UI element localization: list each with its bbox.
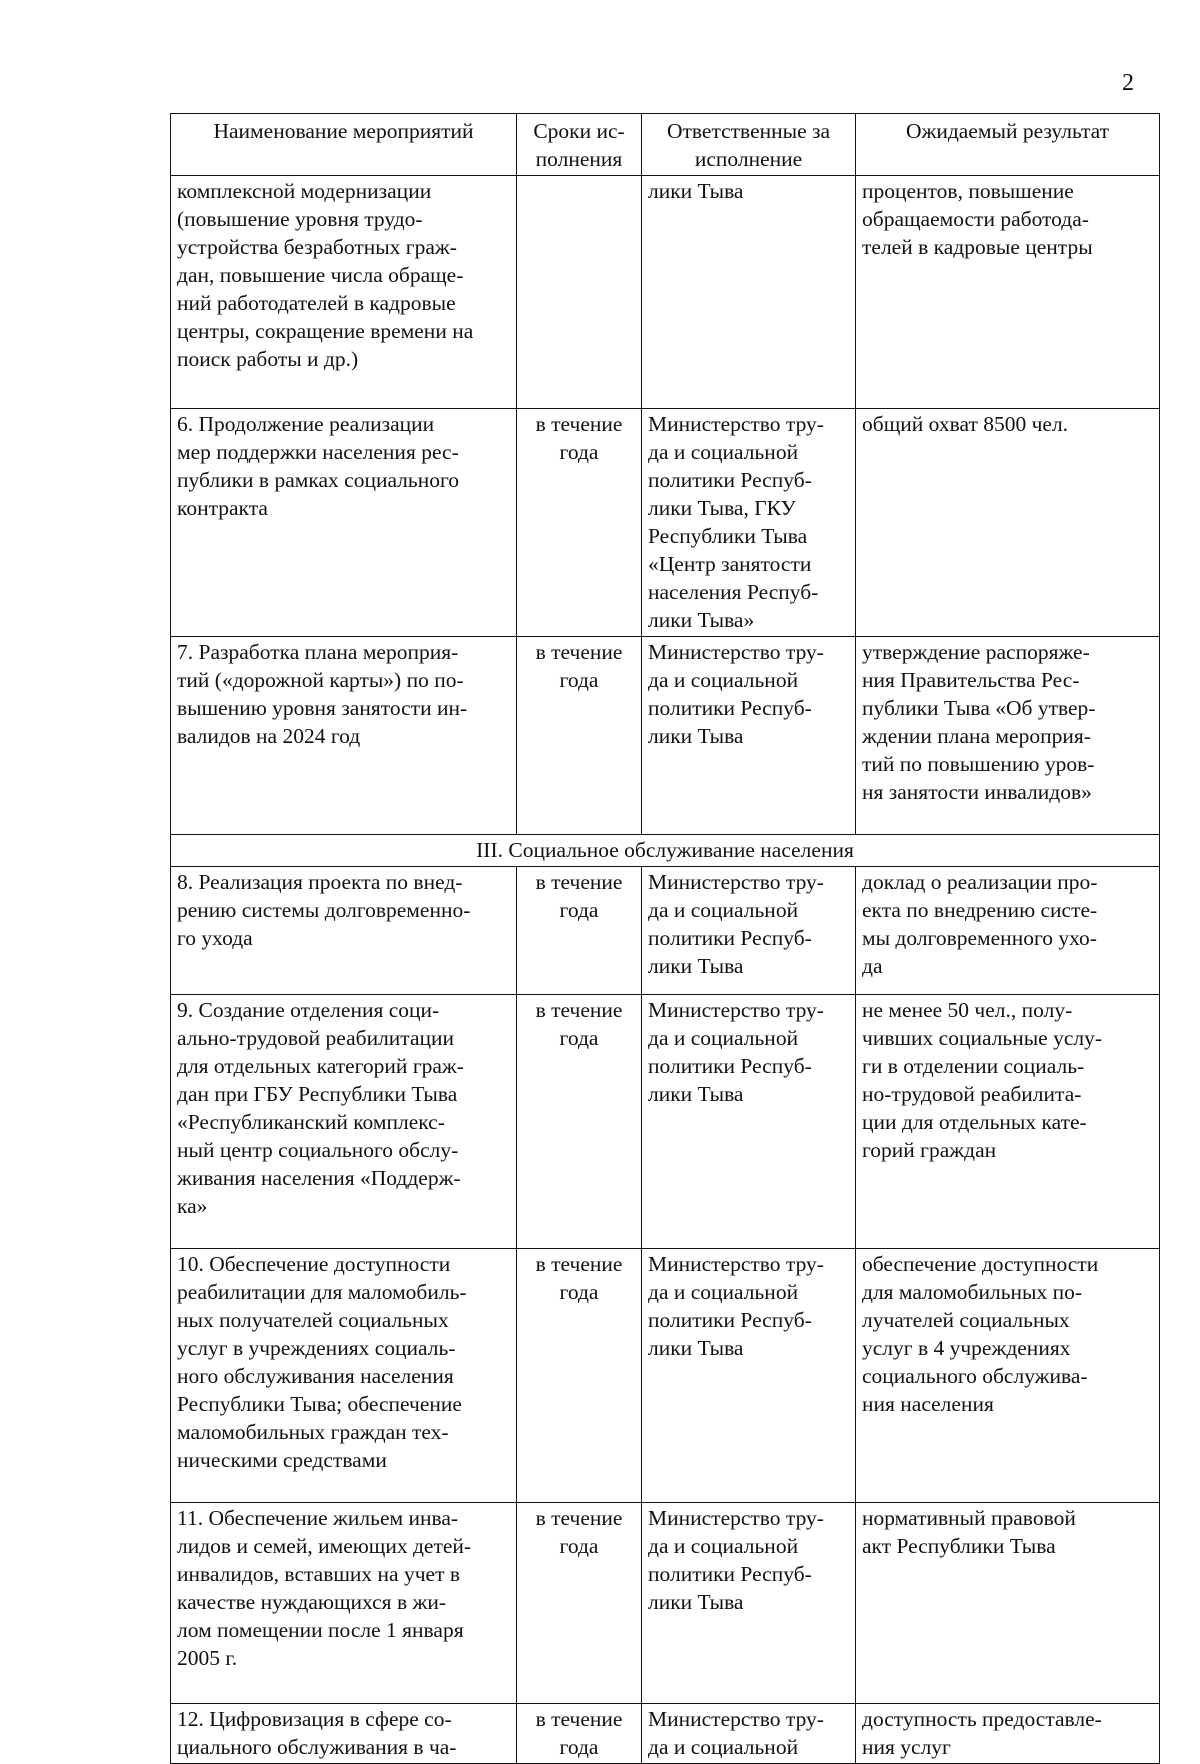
cell-result xyxy=(856,176,1160,409)
cell-result xyxy=(856,637,1160,835)
cell-name-text: 10. Обеспечение доступности реабилитации для маломобиль- ных получателей социальных услуг в учреждениях социаль- ного обслуживания населения Республики Тыва; обеспечение маломобильных граждан тех- ническими средствами xyxy=(177,1252,467,1472)
section-row xyxy=(171,835,1160,867)
cell-name xyxy=(171,995,517,1249)
cell-result-text: доклад о реализации про- екта по внедрению систе- мы долговременного ухо- да xyxy=(862,870,1098,978)
cell-name xyxy=(171,176,517,409)
cell-responsible-text: Министерство тру- да и социальной xyxy=(648,1707,824,1759)
header-responsible: Ответственные за исполнение xyxy=(642,114,856,176)
table-row xyxy=(171,1503,1160,1704)
cell-result xyxy=(856,867,1160,995)
cell-result-text: нормативный правовой акт Республики Тыва xyxy=(862,1506,1076,1558)
cell-term-text: в течение года xyxy=(535,870,623,922)
cell-responsible-text: лики Тыва xyxy=(648,179,744,203)
cell-result-text: процентов, повышение обращаемости работода- телей в кадровые центры xyxy=(862,179,1093,259)
cell-responsible xyxy=(642,409,856,637)
cell-term xyxy=(517,409,642,637)
cell-responsible xyxy=(642,995,856,1249)
cell-result xyxy=(856,995,1160,1249)
cell-name xyxy=(171,1503,517,1704)
cell-name-text: 12. Цифровизация в сфере со- циального обслуживания в ча- xyxy=(177,1707,457,1759)
cell-term xyxy=(517,1704,642,1764)
cell-responsible xyxy=(642,1503,856,1704)
cell-result xyxy=(856,1704,1160,1764)
cell-term xyxy=(517,1249,642,1503)
cell-name xyxy=(171,1249,517,1503)
cell-result-text: общий охват 8500 чел. xyxy=(862,412,1069,436)
cell-name-text: 8. Реализация проекта по внед- рению системы долговременно- го ухода xyxy=(177,870,471,950)
table-header xyxy=(171,114,1160,176)
table-row xyxy=(171,995,1160,1249)
cell-term-text: в течение года xyxy=(535,1506,623,1558)
table-row xyxy=(171,637,1160,835)
table-row xyxy=(171,409,1160,637)
cell-name xyxy=(171,637,517,835)
cell-responsible-text: Министерство тру- да и социальной политики Респуб- лики Тыва xyxy=(648,1252,824,1360)
measures-table xyxy=(170,113,1160,1764)
table-row xyxy=(171,1704,1160,1764)
cell-result-text: обеспечение доступности для маломобильных по- лучателей социальных услуг в 4 учреждениях социального обслужива- ния населения xyxy=(862,1252,1099,1416)
cell-name-text: 7. Разработка плана мероприя- тий («дорожной карты») по по- вышению уровня занятости ин- валидов на 2024 год xyxy=(177,640,468,748)
header-name: Наименование мероприятий xyxy=(171,114,517,176)
table-row xyxy=(171,176,1160,409)
cell-term-text: в течение года xyxy=(535,1252,623,1304)
cell-term xyxy=(517,1503,642,1704)
cell-result-text: не менее 50 чел., полу- чивших социальные услу- ги в отделении социаль- но-трудовой реабилита- ции для отдельных кате- горий граждан xyxy=(862,998,1103,1162)
cell-term-text: в течение года xyxy=(535,998,623,1050)
cell-result xyxy=(856,1503,1160,1704)
cell-responsible xyxy=(642,1704,856,1764)
cell-result xyxy=(856,1249,1160,1503)
cell-name-text: 11. Обеспечение жильем инва- лидов и семей, имеющих детей- инвалидов, вставших на учет в качестве нуждающихся в жи- лом помещении после 1 января 2005 г. xyxy=(177,1506,472,1670)
cell-name-text: комплексной модернизации (повышение уровня трудо- устройства безработных граж- дан, повышение числа обраще- ний работодателей в кадровые центры, сокращение времени на поиск работы и др.) xyxy=(177,179,474,371)
page-number: 2 xyxy=(1122,70,1134,96)
cell-responsible xyxy=(642,867,856,995)
table-body xyxy=(171,176,1160,1764)
cell-term xyxy=(517,637,642,835)
cell-term-text: в течение года xyxy=(535,1707,623,1759)
cell-result-text: доступность предоставле- ния услуг xyxy=(862,1707,1102,1759)
cell-result xyxy=(856,409,1160,637)
cell-name-text: 6. Продолжение реализации мер поддержки населения рес- публики в рамках социального контракта xyxy=(177,412,460,520)
cell-term-text: в течение года xyxy=(535,412,623,464)
header-result: Ожидаемый результат xyxy=(856,114,1160,176)
cell-term xyxy=(517,176,642,409)
cell-responsible-text: Министерство тру- да и социальной политики Респуб- лики Тыва xyxy=(648,640,824,748)
cell-responsible xyxy=(642,637,856,835)
cell-responsible-text: Министерство тру- да и социальной политики Респуб- лики Тыва, ГКУ Республики Тыва «Центр занятости населения Респуб- лики Тыва» xyxy=(648,412,824,632)
cell-name xyxy=(171,409,517,637)
cell-responsible xyxy=(642,176,856,409)
cell-name-text: 9. Создание отделения соци- ально-трудовой реабилитации для отдельных категорий граж- дан при ГБУ Республики Тыва «Республиканский комплекс- ный центр социального обслу- живания населения «Поддерж- ка» xyxy=(177,998,464,1218)
cell-term xyxy=(517,995,642,1249)
cell-responsible-text: Министерство тру- да и социальной политики Респуб- лики Тыва xyxy=(648,998,824,1106)
cell-term xyxy=(517,867,642,995)
cell-responsible xyxy=(642,1249,856,1503)
table-row xyxy=(171,1249,1160,1503)
cell-responsible-text: Министерство тру- да и социальной политики Респуб- лики Тыва xyxy=(648,1506,824,1614)
table-row xyxy=(171,867,1160,995)
header-row xyxy=(171,114,1160,176)
header-term: Сроки ис- полнения xyxy=(517,114,642,176)
cell-responsible-text: Министерство тру- да и социальной политики Респуб- лики Тыва xyxy=(648,870,824,978)
cell-term-text: в течение года xyxy=(535,640,623,692)
cell-name xyxy=(171,1704,517,1764)
cell-result-text: утверждение распоряже- ния Правительства Рес- публики Тыва «Об утвер- ждении плана мероприя- тий по повышению уров- ня занятости инвалидов» xyxy=(862,640,1096,804)
section-title: III. Социальное обслуживание населения xyxy=(171,835,1160,867)
cell-name xyxy=(171,867,517,995)
